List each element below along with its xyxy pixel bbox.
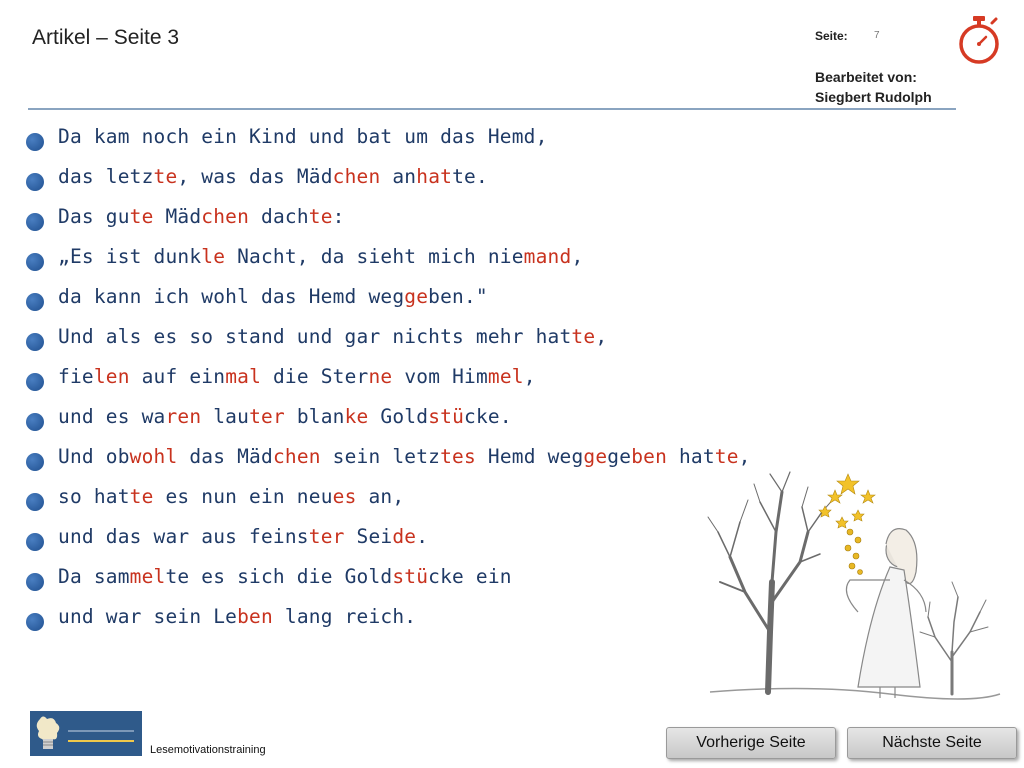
audio-bullet-icon[interactable] <box>26 333 44 351</box>
text-line <box>26 556 751 596</box>
highlighted-syllable: mal <box>225 364 262 388</box>
stopwatch-icon[interactable] <box>955 14 1003 66</box>
text-segment: Und ob <box>58 444 130 468</box>
text-segment: fie <box>58 364 94 388</box>
highlighted-syllable: ke <box>344 404 369 428</box>
text-segment: lang reich. <box>272 604 417 628</box>
text-segment: sein letz <box>320 444 441 468</box>
text-segment: das letz <box>58 164 154 188</box>
audio-bullet-icon[interactable] <box>26 493 44 511</box>
highlighted-syllable: tes <box>440 444 476 468</box>
audio-bullet-icon[interactable] <box>26 173 44 191</box>
line-text <box>58 365 536 388</box>
highlighted-syllable: te <box>571 324 596 348</box>
highlighted-syllable: hat <box>416 164 453 188</box>
text-segment: Da kam noch ein Kind und bat um das Hemd, <box>58 124 548 148</box>
highlighted-syllable: te <box>153 164 178 188</box>
text-segment: ben." <box>428 284 488 308</box>
audio-bullet-icon[interactable] <box>26 133 44 151</box>
previous-page-button[interactable]: Vorherige Seite <box>666 727 836 759</box>
text-segment: cke ein <box>428 564 512 588</box>
page-title: Artikel – Seite 3 <box>32 26 180 49</box>
text-line <box>26 356 751 396</box>
text-segment: cke. <box>464 404 512 428</box>
star-money-illustration <box>690 462 1010 712</box>
text-segment: das Mäd <box>177 444 273 468</box>
text-line <box>26 316 751 356</box>
text-segment: , <box>523 364 536 388</box>
story-text <box>26 116 751 636</box>
highlighted-syllable: te <box>129 204 154 228</box>
highlighted-syllable: chen <box>272 444 321 468</box>
logo-caption: Lesemotivationstraining <box>150 744 266 756</box>
text-segment: Hemd weg <box>475 444 584 468</box>
text-segment: hat <box>667 444 715 468</box>
line-text <box>58 525 428 548</box>
highlighted-syllable: te <box>714 444 739 468</box>
text-segment: , <box>738 444 751 468</box>
line-text <box>58 245 583 268</box>
text-segment: Da sam <box>58 564 130 588</box>
text-segment: so hat <box>58 484 130 508</box>
highlighted-syllable: mel <box>487 364 524 388</box>
audio-bullet-icon[interactable] <box>26 613 44 631</box>
text-segment: lau <box>201 404 250 428</box>
text-segment: an, <box>356 484 405 508</box>
highlighted-syllable: te <box>308 204 333 228</box>
text-segment: : <box>332 204 345 228</box>
text-line <box>26 396 751 436</box>
text-line <box>26 596 751 636</box>
highlighted-syllable: len <box>93 364 130 388</box>
text-line <box>26 516 751 556</box>
text-segment: ge <box>607 444 632 468</box>
audio-bullet-icon[interactable] <box>26 453 44 471</box>
highlighted-syllable: ter <box>249 404 285 428</box>
highlighted-syllable: le <box>201 244 226 268</box>
highlighted-syllable: ne <box>368 364 393 388</box>
text-segment: te. <box>452 164 488 188</box>
line-text <box>58 605 416 628</box>
text-line <box>26 476 751 516</box>
highlighted-syllable: ben <box>237 604 273 628</box>
text-segment: Mäd <box>153 204 202 228</box>
highlighted-syllable: chen <box>201 204 250 228</box>
text-segment: Gold <box>368 404 429 428</box>
editor-label: Bearbeitet von: <box>815 69 917 85</box>
highlighted-syllable: chen <box>332 164 381 188</box>
editor-name: Siegbert Rudolph <box>815 89 932 105</box>
text-segment: vom Him <box>392 364 488 388</box>
text-segment: blan <box>284 404 345 428</box>
audio-bullet-icon[interactable] <box>26 293 44 311</box>
highlighted-syllable: mel <box>129 564 166 588</box>
audio-bullet-icon[interactable] <box>26 373 44 391</box>
text-segment: , <box>595 324 608 348</box>
text-line <box>26 196 751 236</box>
line-text <box>58 285 488 308</box>
editor-info <box>815 67 932 107</box>
text-segment: te es sich die Gold <box>165 564 393 588</box>
highlighted-syllable: ren <box>165 404 202 428</box>
line-text <box>58 125 548 148</box>
line-text <box>58 565 512 588</box>
highlighted-syllable: de <box>392 524 417 548</box>
line-text <box>58 205 345 228</box>
audio-bullet-icon[interactable] <box>26 533 44 551</box>
line-text <box>58 405 512 428</box>
text-segment: und es wa <box>58 404 166 428</box>
highlighted-syllable: stü <box>428 404 465 428</box>
line-text <box>58 485 404 508</box>
text-line <box>26 436 751 476</box>
text-segment: , was das Mäd <box>177 164 333 188</box>
highlighted-syllable: ge <box>404 284 429 308</box>
text-line <box>26 236 751 276</box>
text-line <box>26 116 751 156</box>
text-segment: Das gu <box>58 204 130 228</box>
text-line <box>26 276 751 316</box>
text-segment: die Ster <box>261 364 369 388</box>
line-text <box>58 325 607 348</box>
audio-bullet-icon[interactable] <box>26 213 44 231</box>
text-segment: Nacht, da sieht mich nie <box>225 244 524 268</box>
line-text <box>58 165 488 188</box>
line-text <box>58 445 751 468</box>
highlighted-syllable: ge <box>583 444 608 468</box>
lesekoch-logo <box>30 711 142 756</box>
header-divider <box>28 108 956 110</box>
text-segment: . <box>416 524 429 548</box>
highlighted-syllable: stü <box>392 564 429 588</box>
text-segment: und das war aus feins <box>58 524 309 548</box>
highlighted-syllable: mand <box>523 244 572 268</box>
highlighted-syllable: ben <box>631 444 668 468</box>
text-segment: auf ein <box>129 364 226 388</box>
text-segment: an <box>380 164 417 188</box>
text-segment: und war sein Le <box>58 604 238 628</box>
highlighted-syllable: es <box>332 484 357 508</box>
text-segment: Und als es so stand und gar nichts mehr hat <box>58 324 572 348</box>
audio-bullet-icon[interactable] <box>26 573 44 591</box>
text-segment: Sei <box>344 524 393 548</box>
highlighted-syllable: wohl <box>129 444 178 468</box>
highlighted-syllable: te <box>129 484 154 508</box>
text-segment: „Es ist dunk <box>58 244 202 268</box>
text-line <box>26 156 751 196</box>
page-label: Seite: <box>815 29 848 43</box>
text-segment: da kann ich wohl das Hemd weg <box>58 284 405 308</box>
audio-bullet-icon[interactable] <box>26 413 44 431</box>
text-segment: , <box>571 244 584 268</box>
audio-bullet-icon[interactable] <box>26 253 44 271</box>
text-segment: es nun ein neu <box>153 484 333 508</box>
next-page-button[interactable]: Nächste Seite <box>847 727 1017 759</box>
highlighted-syllable: ter <box>308 524 345 548</box>
page-number: 7 <box>874 30 880 41</box>
text-segment: dach <box>249 204 309 228</box>
